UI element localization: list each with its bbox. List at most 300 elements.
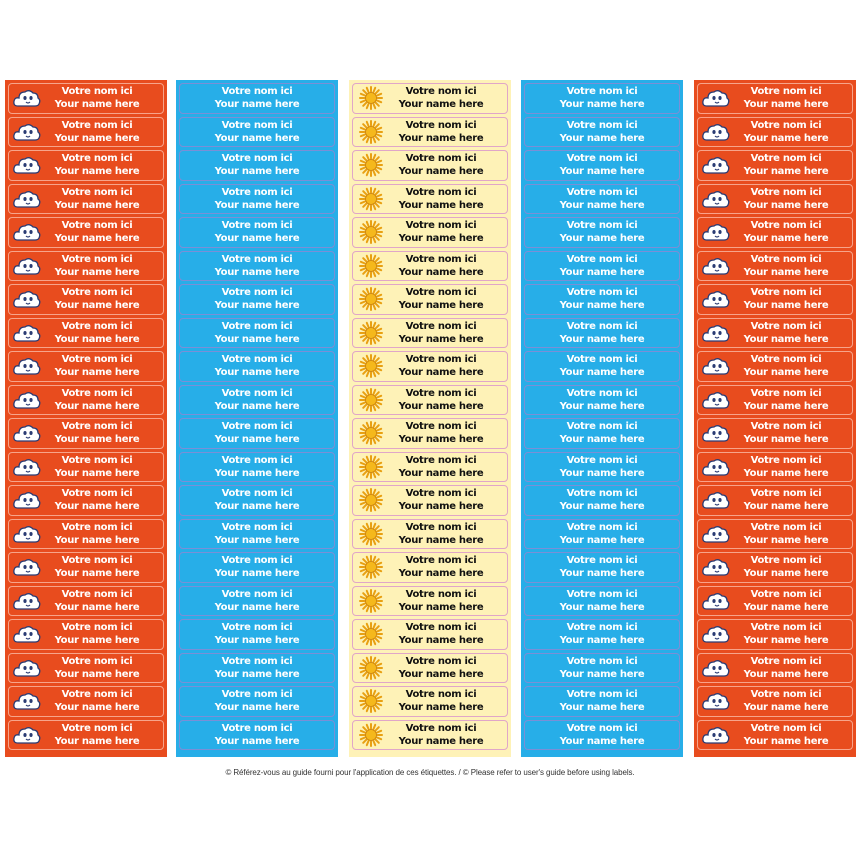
label-line-fr: Votre nom ici — [61, 86, 133, 98]
label-line-en: Your name here — [559, 601, 645, 613]
label-line-en: Your name here — [214, 702, 300, 714]
label-text — [734, 219, 852, 245]
name-label — [352, 418, 508, 449]
label-line-en: Your name here — [54, 199, 140, 211]
label-line-fr: Votre nom ici — [750, 354, 822, 366]
label-line-fr: Votre nom ici — [750, 454, 822, 466]
name-label — [352, 150, 508, 181]
label-line-fr: Votre nom ici — [566, 220, 638, 232]
label-line-fr: Votre nom ici — [61, 387, 133, 399]
name-label — [179, 720, 335, 751]
label-text — [525, 152, 679, 178]
sun-icon — [353, 587, 389, 615]
name-label — [8, 586, 164, 617]
label-text — [389, 286, 507, 312]
label-line-en: Your name here — [54, 266, 140, 278]
name-label — [8, 485, 164, 516]
label-line-fr: Votre nom ici — [750, 689, 822, 701]
label-line-fr: Votre nom ici — [405, 521, 477, 533]
label-line-fr: Votre nom ici — [750, 722, 822, 734]
name-label — [524, 552, 680, 583]
name-label — [524, 385, 680, 416]
sun-icon — [353, 386, 389, 414]
label-line-en: Your name here — [398, 300, 484, 312]
label-line-en: Your name here — [54, 501, 140, 513]
label-text — [525, 521, 679, 547]
label-line-en: Your name here — [559, 534, 645, 546]
label-line-fr: Votre nom ici — [61, 253, 133, 265]
label-line-fr: Votre nom ici — [61, 320, 133, 332]
label-line-en: Your name here — [559, 735, 645, 747]
name-label — [8, 117, 164, 148]
label-text — [734, 454, 852, 480]
cloud-icon — [698, 84, 734, 112]
label-column-2 — [176, 80, 338, 757]
label-text — [525, 454, 679, 480]
name-label — [524, 217, 680, 248]
cloud-icon — [698, 419, 734, 447]
name-label — [352, 117, 508, 148]
label-line-fr: Votre nom ici — [566, 655, 638, 667]
label-text — [734, 186, 852, 212]
cloud-icon — [698, 520, 734, 548]
label-line-fr: Votre nom ici — [221, 287, 293, 299]
label-line-fr: Votre nom ici — [61, 689, 133, 701]
label-line-fr: Votre nom ici — [566, 689, 638, 701]
label-line-fr: Votre nom ici — [405, 220, 477, 232]
name-label — [8, 653, 164, 684]
name-label — [179, 385, 335, 416]
label-text — [180, 219, 334, 245]
label-line-fr: Votre nom ici — [566, 588, 638, 600]
label-line-en: Your name here — [398, 400, 484, 412]
label-text — [389, 219, 507, 245]
label-line-fr: Votre nom ici — [61, 220, 133, 232]
label-text — [734, 588, 852, 614]
label-line-fr: Votre nom ici — [566, 421, 638, 433]
label-text — [734, 320, 852, 346]
label-line-fr: Votre nom ici — [405, 421, 477, 433]
label-line-en: Your name here — [398, 668, 484, 680]
label-line-fr: Votre nom ici — [750, 220, 822, 232]
cloud-icon — [9, 654, 45, 682]
name-label — [8, 720, 164, 751]
sun-icon — [353, 252, 389, 280]
name-label — [352, 351, 508, 382]
cloud-icon — [698, 252, 734, 280]
footer-note: © Référez-vous au guide fourni pour l'application de ces étiquettes. / © Please refer to user's guide before using labels. — [225, 768, 635, 777]
name-label — [524, 686, 680, 717]
name-label — [352, 586, 508, 617]
label-line-en: Your name here — [559, 568, 645, 580]
name-label — [179, 485, 335, 516]
cloud-icon — [9, 386, 45, 414]
name-label — [524, 452, 680, 483]
label-line-en: Your name here — [214, 735, 300, 747]
label-line-fr: Votre nom ici — [405, 387, 477, 399]
label-line-en: Your name here — [398, 735, 484, 747]
sun-icon — [353, 453, 389, 481]
label-line-fr: Votre nom ici — [750, 119, 822, 131]
name-label — [697, 150, 853, 181]
label-text — [525, 420, 679, 446]
name-label — [524, 418, 680, 449]
label-line-fr: Votre nom ici — [405, 86, 477, 98]
sun-icon — [353, 218, 389, 246]
label-line-fr: Votre nom ici — [405, 722, 477, 734]
sun-icon — [353, 721, 389, 749]
label-line-en: Your name here — [214, 99, 300, 111]
name-label — [8, 351, 164, 382]
name-label — [352, 251, 508, 282]
label-line-fr: Votre nom ici — [566, 387, 638, 399]
label-line-fr: Votre nom ici — [750, 253, 822, 265]
name-label — [352, 485, 508, 516]
name-label — [179, 117, 335, 148]
label-line-fr: Votre nom ici — [750, 488, 822, 500]
cloud-icon — [9, 687, 45, 715]
name-label — [352, 83, 508, 114]
label-line-en: Your name here — [214, 333, 300, 345]
label-text — [734, 119, 852, 145]
label-line-en: Your name here — [398, 467, 484, 479]
name-label — [179, 519, 335, 550]
label-line-fr: Votre nom ici — [405, 622, 477, 634]
label-text — [389, 487, 507, 513]
label-text — [180, 85, 334, 111]
label-text — [389, 722, 507, 748]
cloud-icon — [9, 352, 45, 380]
cloud-icon — [698, 151, 734, 179]
label-text — [180, 253, 334, 279]
label-line-fr: Votre nom ici — [61, 722, 133, 734]
cloud-icon — [9, 419, 45, 447]
label-text — [525, 119, 679, 145]
label-line-fr: Votre nom ici — [61, 488, 133, 500]
label-line-en: Your name here — [743, 199, 829, 211]
label-text — [389, 454, 507, 480]
label-line-fr: Votre nom ici — [566, 354, 638, 366]
label-text — [180, 487, 334, 513]
label-text — [525, 320, 679, 346]
label-column-1 — [5, 80, 167, 757]
cloud-icon — [9, 319, 45, 347]
label-line-fr: Votre nom ici — [61, 622, 133, 634]
label-line-en: Your name here — [214, 568, 300, 580]
label-text — [45, 588, 163, 614]
label-line-fr: Votre nom ici — [750, 186, 822, 198]
label-line-fr: Votre nom ici — [405, 488, 477, 500]
label-text — [389, 621, 507, 647]
cloud-icon — [698, 453, 734, 481]
label-text — [389, 588, 507, 614]
label-line-en: Your name here — [743, 233, 829, 245]
label-line-en: Your name here — [54, 166, 140, 178]
label-text — [389, 186, 507, 212]
label-line-en: Your name here — [214, 467, 300, 479]
label-line-en: Your name here — [54, 568, 140, 580]
name-label — [697, 251, 853, 282]
name-label — [352, 686, 508, 717]
label-line-en: Your name here — [398, 132, 484, 144]
label-line-fr: Votre nom ici — [566, 622, 638, 634]
label-line-en: Your name here — [559, 132, 645, 144]
label-line-en: Your name here — [743, 702, 829, 714]
name-label — [8, 385, 164, 416]
name-label — [8, 150, 164, 181]
label-text — [389, 387, 507, 413]
sun-icon — [353, 419, 389, 447]
name-label — [524, 485, 680, 516]
label-text — [734, 85, 852, 111]
cloud-icon — [9, 151, 45, 179]
label-line-en: Your name here — [398, 266, 484, 278]
name-label — [8, 184, 164, 215]
label-line-en: Your name here — [54, 601, 140, 613]
label-text — [180, 420, 334, 446]
label-line-en: Your name here — [559, 467, 645, 479]
name-label — [179, 318, 335, 349]
label-text — [45, 353, 163, 379]
name-label — [524, 117, 680, 148]
label-column-5 — [694, 80, 856, 757]
label-text — [389, 85, 507, 111]
label-text — [45, 186, 163, 212]
cloud-icon — [9, 520, 45, 548]
label-line-en: Your name here — [559, 99, 645, 111]
label-text — [45, 253, 163, 279]
label-line-fr: Votre nom ici — [750, 655, 822, 667]
label-text — [180, 353, 334, 379]
name-label — [179, 351, 335, 382]
name-label — [8, 686, 164, 717]
sun-icon — [353, 151, 389, 179]
name-label — [697, 318, 853, 349]
label-line-en: Your name here — [54, 400, 140, 412]
label-line-fr: Votre nom ici — [61, 588, 133, 600]
label-line-en: Your name here — [743, 467, 829, 479]
name-label — [8, 452, 164, 483]
cloud-icon — [9, 84, 45, 112]
name-label — [352, 452, 508, 483]
label-line-en: Your name here — [743, 668, 829, 680]
label-text — [180, 286, 334, 312]
label-text — [180, 588, 334, 614]
name-label — [697, 217, 853, 248]
label-text — [389, 420, 507, 446]
label-text — [180, 688, 334, 714]
cloud-icon — [698, 218, 734, 246]
label-line-en: Your name here — [54, 333, 140, 345]
sun-icon — [353, 520, 389, 548]
name-label — [524, 318, 680, 349]
label-text — [45, 420, 163, 446]
label-text — [180, 521, 334, 547]
label-text — [45, 521, 163, 547]
label-line-fr: Votre nom ici — [750, 320, 822, 332]
name-label — [524, 284, 680, 315]
label-line-en: Your name here — [743, 501, 829, 513]
label-line-fr: Votre nom ici — [221, 622, 293, 634]
label-line-en: Your name here — [398, 635, 484, 647]
cloud-icon — [698, 386, 734, 414]
sun-icon — [353, 118, 389, 146]
cloud-icon — [698, 587, 734, 615]
label-line-fr: Votre nom ici — [405, 320, 477, 332]
name-label — [524, 251, 680, 282]
label-line-en: Your name here — [398, 434, 484, 446]
label-text — [45, 454, 163, 480]
sun-icon — [353, 185, 389, 213]
name-label — [179, 452, 335, 483]
label-line-en: Your name here — [743, 166, 829, 178]
label-line-en: Your name here — [214, 534, 300, 546]
label-line-fr: Votre nom ici — [566, 253, 638, 265]
label-line-en: Your name here — [559, 266, 645, 278]
label-text — [525, 688, 679, 714]
sun-icon — [353, 654, 389, 682]
label-text — [180, 454, 334, 480]
label-line-en: Your name here — [559, 367, 645, 379]
label-text — [45, 85, 163, 111]
sun-icon — [353, 285, 389, 313]
label-text — [389, 554, 507, 580]
cloud-icon — [9, 118, 45, 146]
label-line-fr: Votre nom ici — [221, 354, 293, 366]
label-line-en: Your name here — [559, 668, 645, 680]
label-line-fr: Votre nom ici — [750, 387, 822, 399]
label-line-fr: Votre nom ici — [750, 588, 822, 600]
label-line-en: Your name here — [214, 233, 300, 245]
label-line-fr: Votre nom ici — [750, 421, 822, 433]
label-line-en: Your name here — [398, 333, 484, 345]
label-text — [525, 588, 679, 614]
name-label — [697, 519, 853, 550]
label-line-en: Your name here — [54, 99, 140, 111]
label-line-en: Your name here — [214, 668, 300, 680]
label-line-fr: Votre nom ici — [221, 119, 293, 131]
name-label — [697, 485, 853, 516]
label-line-fr: Votre nom ici — [405, 253, 477, 265]
name-label — [524, 184, 680, 215]
label-line-en: Your name here — [559, 333, 645, 345]
label-line-fr: Votre nom ici — [221, 454, 293, 466]
label-text — [734, 554, 852, 580]
label-text — [525, 554, 679, 580]
label-text — [525, 253, 679, 279]
sun-icon — [353, 620, 389, 648]
label-line-fr: Votre nom ici — [61, 521, 133, 533]
label-line-fr: Votre nom ici — [221, 220, 293, 232]
label-text — [180, 387, 334, 413]
label-column-4 — [521, 80, 683, 757]
cloud-icon — [9, 587, 45, 615]
label-line-en: Your name here — [743, 99, 829, 111]
label-text — [45, 152, 163, 178]
label-line-en: Your name here — [214, 367, 300, 379]
name-label — [8, 318, 164, 349]
label-line-fr: Votre nom ici — [221, 555, 293, 567]
cloud-icon — [698, 654, 734, 682]
label-line-fr: Votre nom ici — [405, 119, 477, 131]
sun-icon — [353, 319, 389, 347]
label-line-fr: Votre nom ici — [221, 521, 293, 533]
cloud-icon — [9, 252, 45, 280]
cloud-icon — [698, 553, 734, 581]
label-line-fr: Votre nom ici — [61, 354, 133, 366]
label-line-en: Your name here — [743, 601, 829, 613]
label-text — [525, 655, 679, 681]
name-label — [352, 519, 508, 550]
label-line-en: Your name here — [559, 702, 645, 714]
name-label — [697, 385, 853, 416]
label-text — [389, 119, 507, 145]
label-line-en: Your name here — [54, 635, 140, 647]
label-line-en: Your name here — [559, 233, 645, 245]
label-line-en: Your name here — [743, 434, 829, 446]
label-line-fr: Votre nom ici — [405, 689, 477, 701]
label-line-en: Your name here — [54, 367, 140, 379]
label-text — [45, 387, 163, 413]
label-line-en: Your name here — [743, 333, 829, 345]
cloud-icon — [9, 486, 45, 514]
name-label — [697, 720, 853, 751]
label-text — [180, 621, 334, 647]
name-label — [524, 150, 680, 181]
cloud-icon — [9, 285, 45, 313]
label-text — [389, 253, 507, 279]
label-line-en: Your name here — [398, 233, 484, 245]
name-label — [179, 686, 335, 717]
label-text — [389, 521, 507, 547]
name-label — [8, 251, 164, 282]
label-line-fr: Votre nom ici — [566, 488, 638, 500]
label-line-en: Your name here — [398, 601, 484, 613]
cloud-icon — [698, 319, 734, 347]
label-line-en: Your name here — [54, 434, 140, 446]
label-line-fr: Votre nom ici — [221, 253, 293, 265]
label-line-en: Your name here — [214, 199, 300, 211]
name-label — [8, 217, 164, 248]
label-line-fr: Votre nom ici — [221, 421, 293, 433]
name-label — [179, 83, 335, 114]
name-label — [352, 217, 508, 248]
name-label — [8, 552, 164, 583]
name-label — [179, 586, 335, 617]
label-line-en: Your name here — [398, 199, 484, 211]
label-text — [45, 621, 163, 647]
label-line-fr: Votre nom ici — [405, 354, 477, 366]
label-text — [734, 152, 852, 178]
label-line-en: Your name here — [398, 367, 484, 379]
cloud-icon — [698, 620, 734, 648]
label-line-en: Your name here — [54, 534, 140, 546]
label-line-en: Your name here — [54, 132, 140, 144]
label-text — [525, 353, 679, 379]
label-text — [389, 152, 507, 178]
label-line-en: Your name here — [559, 199, 645, 211]
name-label — [352, 184, 508, 215]
sun-icon — [353, 553, 389, 581]
label-line-fr: Votre nom ici — [405, 588, 477, 600]
label-line-fr: Votre nom ici — [61, 454, 133, 466]
name-label — [352, 385, 508, 416]
sun-icon — [353, 84, 389, 112]
cloud-icon — [698, 486, 734, 514]
label-line-fr: Votre nom ici — [221, 86, 293, 98]
label-line-fr: Votre nom ici — [61, 421, 133, 433]
label-line-fr: Votre nom ici — [221, 320, 293, 332]
